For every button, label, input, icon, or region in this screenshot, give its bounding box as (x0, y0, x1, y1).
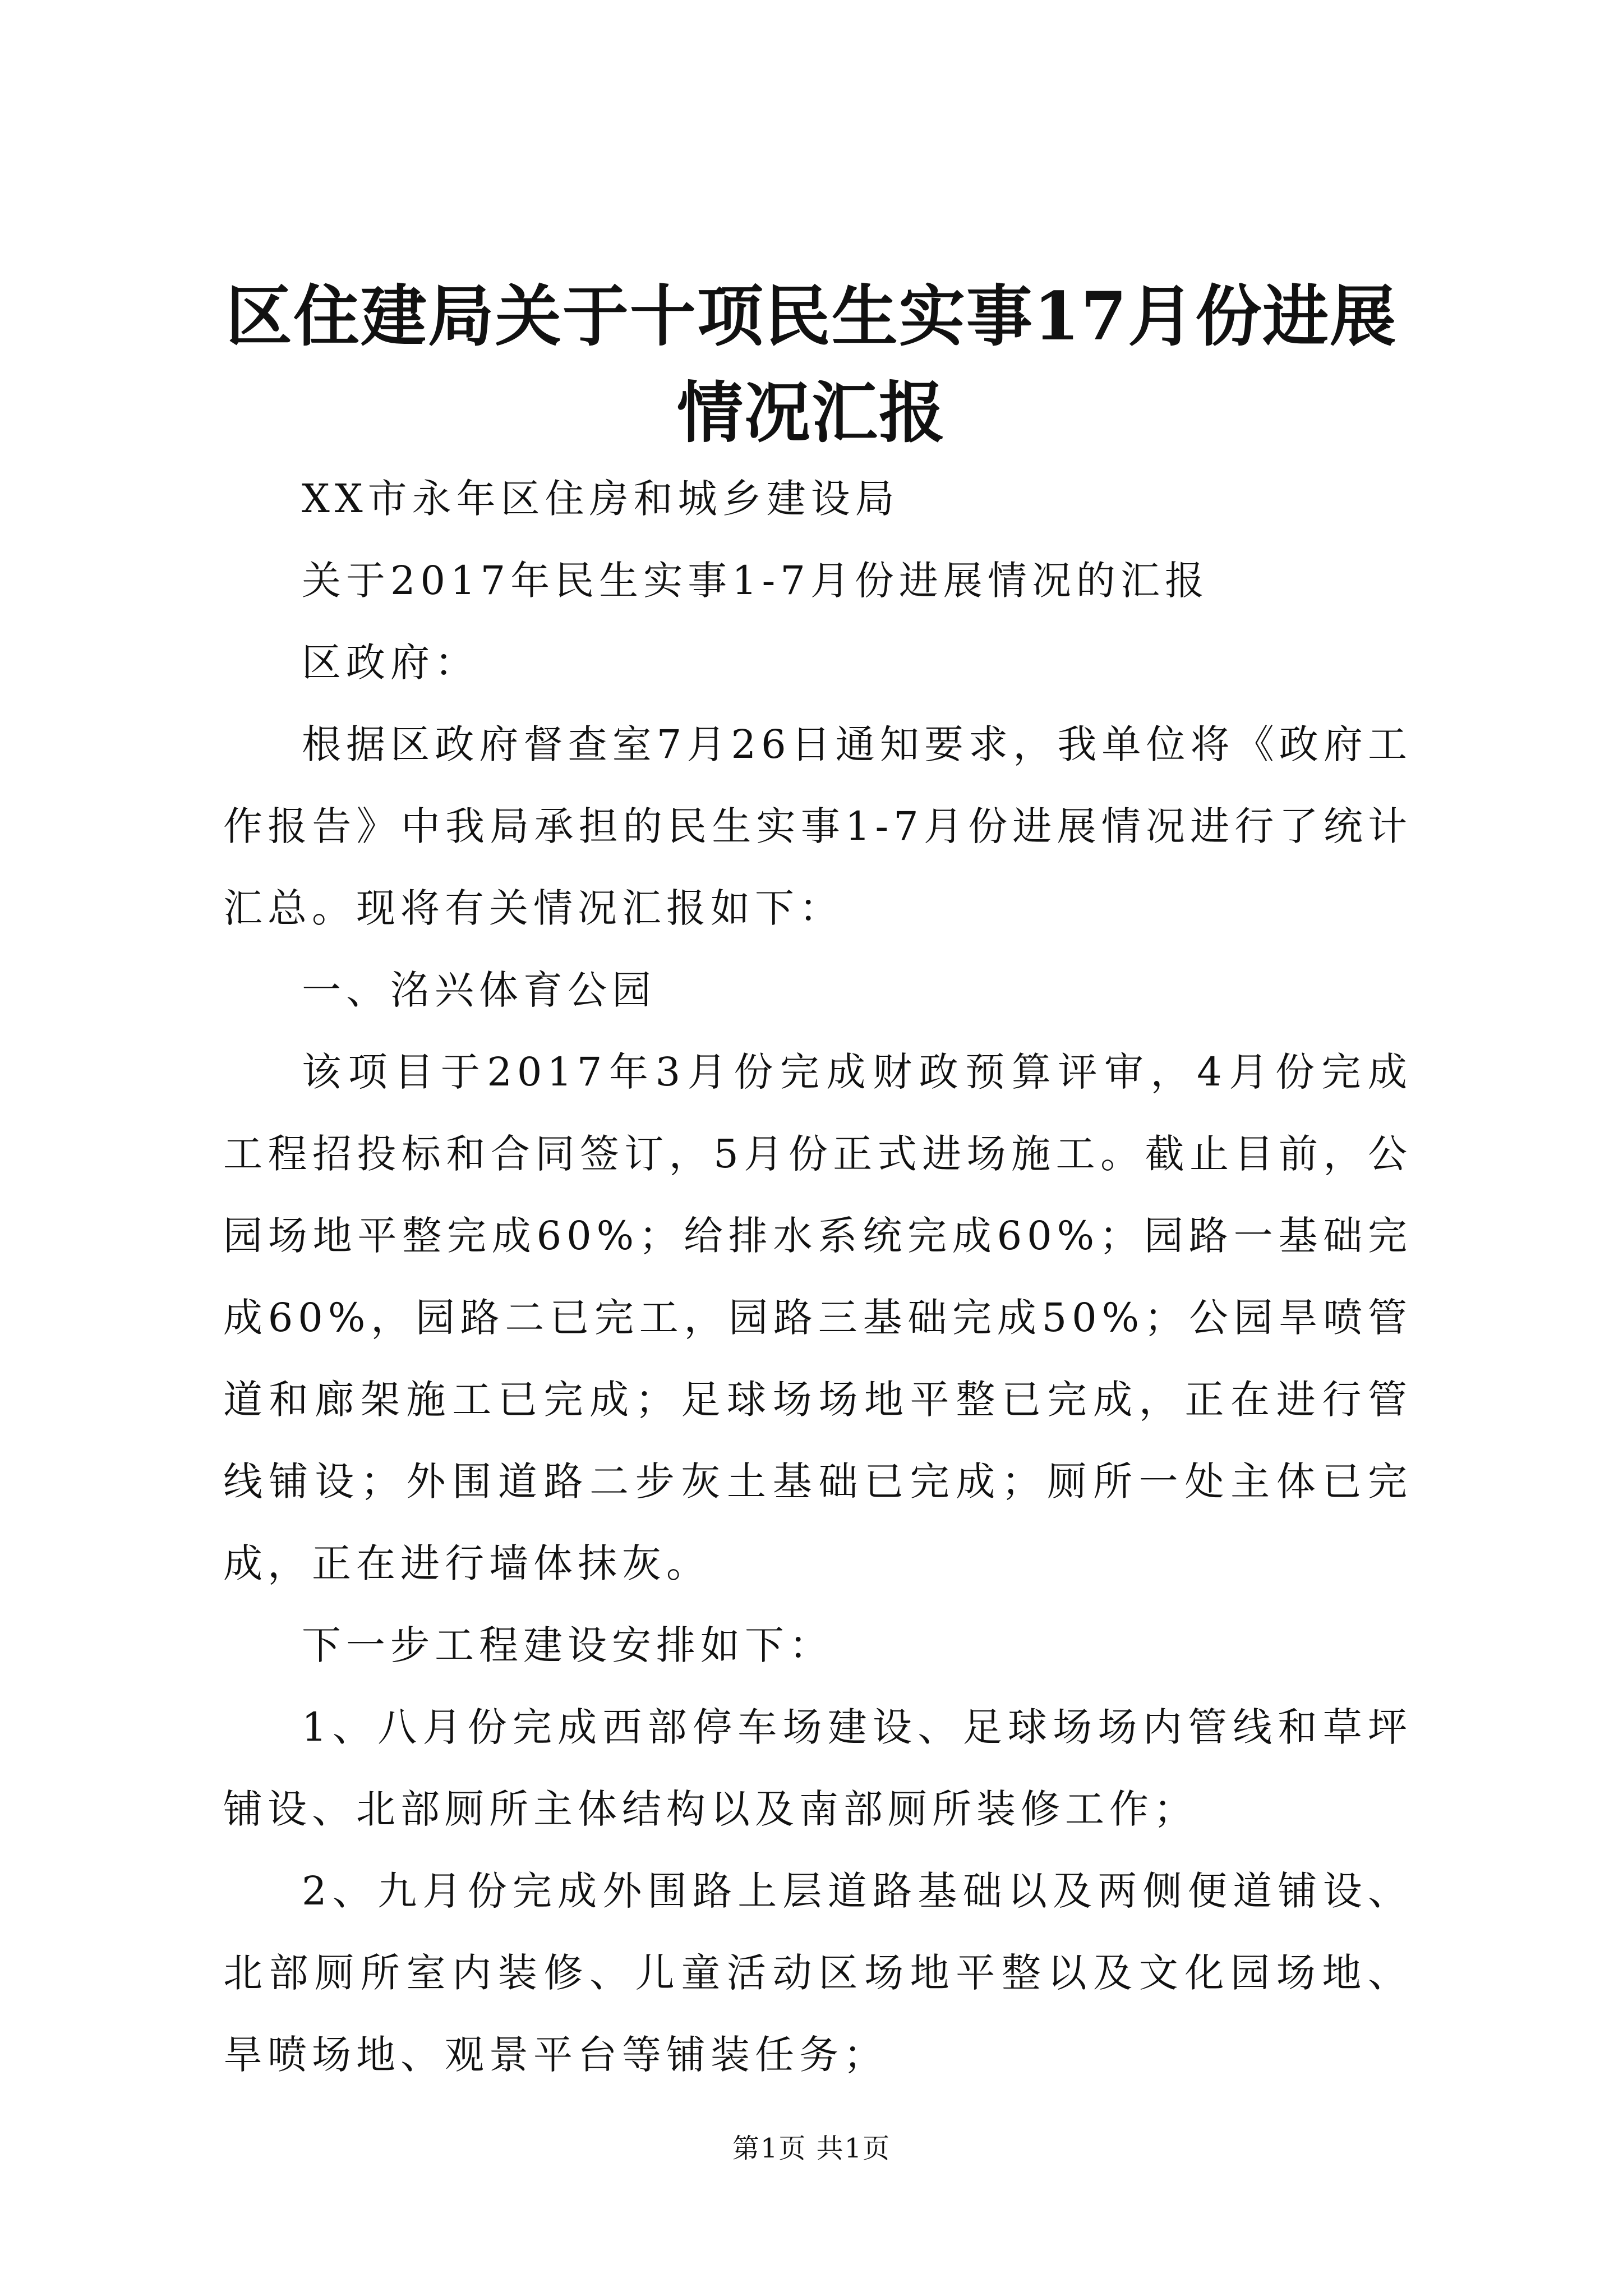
section-heading-1: 一、洺兴体育公园 (302, 967, 656, 1013)
list-item-september: 2、九月份完成外围路上层道路基础以及两侧便道铺设、北部厕所室内装修、儿童活动区场地平整以及文化园场地、旱喷场地、观景平台等铺装任务； (223, 1868, 1412, 2078)
paragraph-subject: 关于2017年民生实事1-7月份进展情况的汇报 (302, 558, 1209, 604)
document-title: 区住建局关于十项民生实事17月份进展情况汇报 (225, 277, 1398, 452)
paragraph-issuer: XX市永年区住房和城乡建设局 (302, 476, 900, 522)
list-item-august: 1、八月份完成西部停车场建设、足球场场内管线和草坪铺设、北部厕所主体结构以及南部厕所装修工作； (223, 1704, 1412, 1832)
page-footer: 第1页 共1页 (732, 2133, 891, 2164)
paragraph-recipient: 区政府： (302, 639, 479, 685)
paragraph-next-steps-heading: 下一步工程建设安排如下： (302, 1622, 833, 1668)
document-body (223, 458, 1412, 2096)
paragraph-progress: 该项目于2017年3月份完成财政预算评审，4月份完成工程招投标和合同签订，5月份正式进场施工。截止目前，公园场地平整完成60%；给排水系统完成60%；园路一基础完成60%，园路二已完工，园路三基础完成50%；公园旱喷管道和廊架施工已完成；足球场场地平整已完成，正在进行管线铺设；外围道路二步灰土基础已完成；厕所一处主体已完成，正在进行墙体抹灰。 (223, 1049, 1412, 1586)
paragraph-intro: 根据区政府督查室7月26日通知要求，我单位将《政府工作报告》中我局承担的民生实事1-7月份进展情况进行了统计汇总。现将有关情况汇报如下： (223, 721, 1412, 931)
